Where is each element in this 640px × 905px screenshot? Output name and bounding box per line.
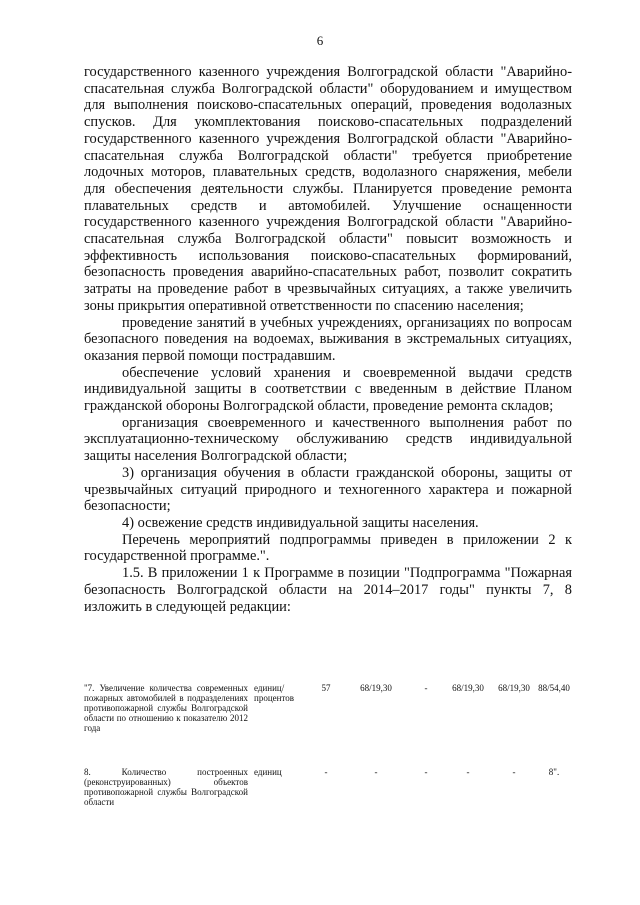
row-value: 68/19,30 bbox=[360, 683, 392, 693]
row-description: 8. Количество построенных (реконструированных) объектов противопожарной службы Волгоградской области bbox=[84, 767, 248, 807]
row-value: 68/19,30 bbox=[452, 683, 484, 693]
row-value: - bbox=[374, 767, 378, 777]
page-number: 6 bbox=[316, 33, 324, 48]
row-unit: единиц bbox=[254, 767, 282, 777]
row-value: - bbox=[424, 683, 428, 693]
row-description: "7. Увеличение количества современных пожарных автомобилей в подразделениях противопожарной службы Волгоградской области по отношению к показателю 2012 года bbox=[84, 683, 248, 733]
paragraph: 3) организация обучения в области гражданской обороны, защиты от чрезвычайных ситуаций природного и техногенного характера и пожарной безопасности; bbox=[84, 464, 572, 515]
paragraph: организация своевременного и качественного выполнения работ по эксплуатационно-техническому обслуживанию средств индивидуальной защиты населения Волгоградской области; bbox=[84, 414, 572, 465]
row-value: - bbox=[512, 767, 516, 777]
paragraph: государственного казенного учреждения Волгоградской области "Аварийно-спасательная служба Волгоградской области" оборудованием и имуществом для выполнения поисково-спасательных операций, проведения водолазных спусков. Для укомплектования поисково-спасательных подразделений государственного казенного учреждения Волгоградской области "Аварийно-спасательная служба Волгоградской области" требуется приобретение лодочных моторов, плавательных средств, водолазного снаряжения, мебели для обеспечения деятельности службы. Планируется проведение ремонта плавательных средств и автомобилей. Улучшение оснащенности государственного казенного учреждения Волгоградской области "Аварийно-спасательная служба Волгоградской области" повысит возможность и эффективность использования поисково-спасательных формирований, безопасность проведения аварийно-спасательных работ, позволит сократить затраты на проведение работ в чрезвычайных ситуациях, а также увеличить зоны прикрытия оперативной ответственности по спасению населения; bbox=[84, 64, 572, 314]
row-unit: единиц/ процентов bbox=[254, 683, 295, 703]
paragraph: проведение занятий в учебных учреждениях, организациях по вопросам безопасного поведения на водоемах, выживания в экстремальных ситуациях, оказания первой помощи пострадавшим. bbox=[84, 314, 572, 364]
paragraph: Перечень мероприятий подпрограммы приведен в приложении 2 к государственной программе.". bbox=[84, 531, 572, 565]
row-value: - bbox=[466, 767, 470, 777]
paragraph: обеспечение условий хранения и своевременной выдачи средств индивидуальной защиты в соответствии с введенным в действие Планом гражданской обороны Волгоградской области, проведение ремонта складов; bbox=[84, 364, 572, 415]
row-value: - bbox=[424, 767, 428, 777]
row-value: 88/54,40 bbox=[538, 683, 570, 693]
paragraph: 4) освежение средств индивидуальной защиты населения. bbox=[122, 514, 479, 531]
document-body bbox=[84, 64, 572, 615]
row-value: - bbox=[324, 767, 328, 777]
row-value: 57 bbox=[321, 683, 331, 693]
row-value: 68/19,30 bbox=[498, 683, 530, 693]
row-value: 8". bbox=[548, 767, 560, 777]
paragraph: 1.5. В приложении 1 к Программе в позиции "Подпрограмма "Пожарная безопасность Волгоградской области на 2014–2017 годы" пункты 7, 8 изложить в следующей редакции: bbox=[84, 565, 572, 615]
